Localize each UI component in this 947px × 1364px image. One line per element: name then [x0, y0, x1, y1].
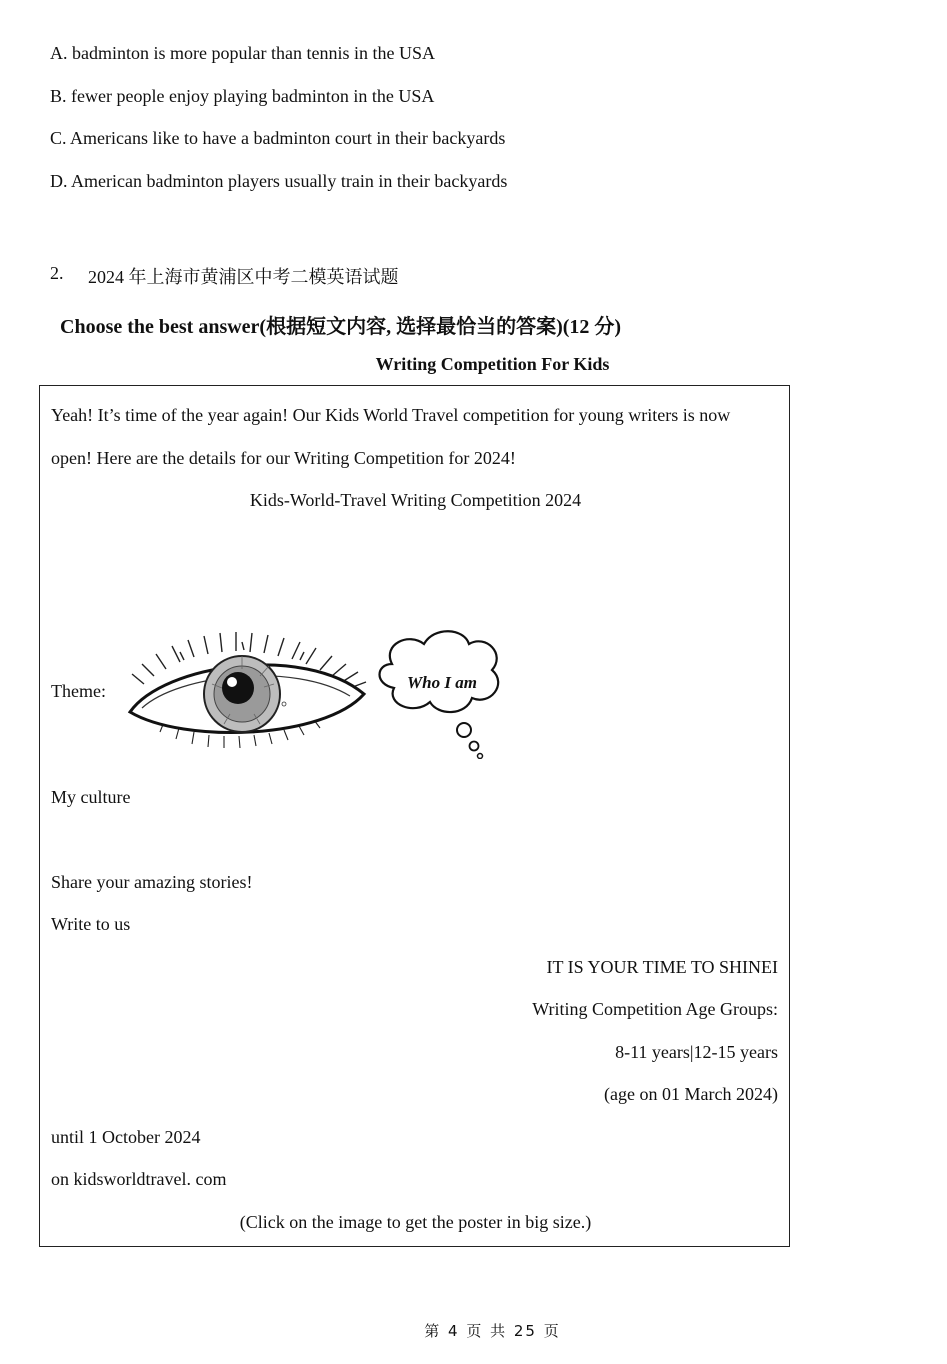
question-number: 2. — [50, 263, 64, 283]
subtheme: My culture — [51, 787, 131, 807]
share-line: Share your amazing stories! — [51, 872, 253, 892]
intro-line-1: Yeah! It’s time of the year again! Our Kids World Travel competition for young writers is now — [51, 405, 731, 425]
poster-illustration[interactable] — [124, 624, 504, 759]
poster-box — [39, 385, 790, 1247]
bubble-text: Who I am — [407, 673, 477, 692]
shine-line: IT IS YOUR TIME TO SHINEI — [546, 957, 778, 977]
deadline: until 1 October 2024 — [51, 1127, 201, 1147]
eye-icon — [130, 632, 366, 748]
age-note: (age on 01 March 2024) — [604, 1084, 778, 1104]
option-d: D. American badminton players usually train in their backyards — [50, 171, 508, 191]
theme-label: Theme: — [51, 681, 106, 701]
intro-line-2: open! Here are the details for our Writing Competition for 2024! — [51, 448, 516, 468]
thought-bubble-icon — [380, 631, 499, 758]
passage-title: Writing Competition For Kids — [375, 354, 610, 374]
option-c: C. Americans like to have a badminton court in their backyards — [50, 128, 506, 148]
age-groups-title: Writing Competition Age Groups: — [532, 999, 778, 1019]
click-note: (Click on the image to get the poster in big size.) — [239, 1212, 592, 1232]
website: on kidsworldtravel. com — [51, 1169, 227, 1189]
page-footer: 第 4 页 共 25 页 — [424, 1322, 561, 1340]
question-instruction: Choose the best answer(根据短文内容, 选择最恰当的答案)(12 分) — [60, 316, 622, 338]
poster-heading: Kids-World-Travel Writing Competition 2024 — [249, 490, 582, 510]
age-groups: 8-11 years|12-15 years — [615, 1042, 778, 1062]
question-source: 2024 年上海市黄浦区中考二模英语试题 — [88, 267, 399, 287]
write-line: Write to us — [51, 914, 131, 934]
option-a: A. badminton is more popular than tennis in the USA — [50, 43, 435, 63]
option-b: B. fewer people enjoy playing badminton in the USA — [50, 86, 435, 106]
